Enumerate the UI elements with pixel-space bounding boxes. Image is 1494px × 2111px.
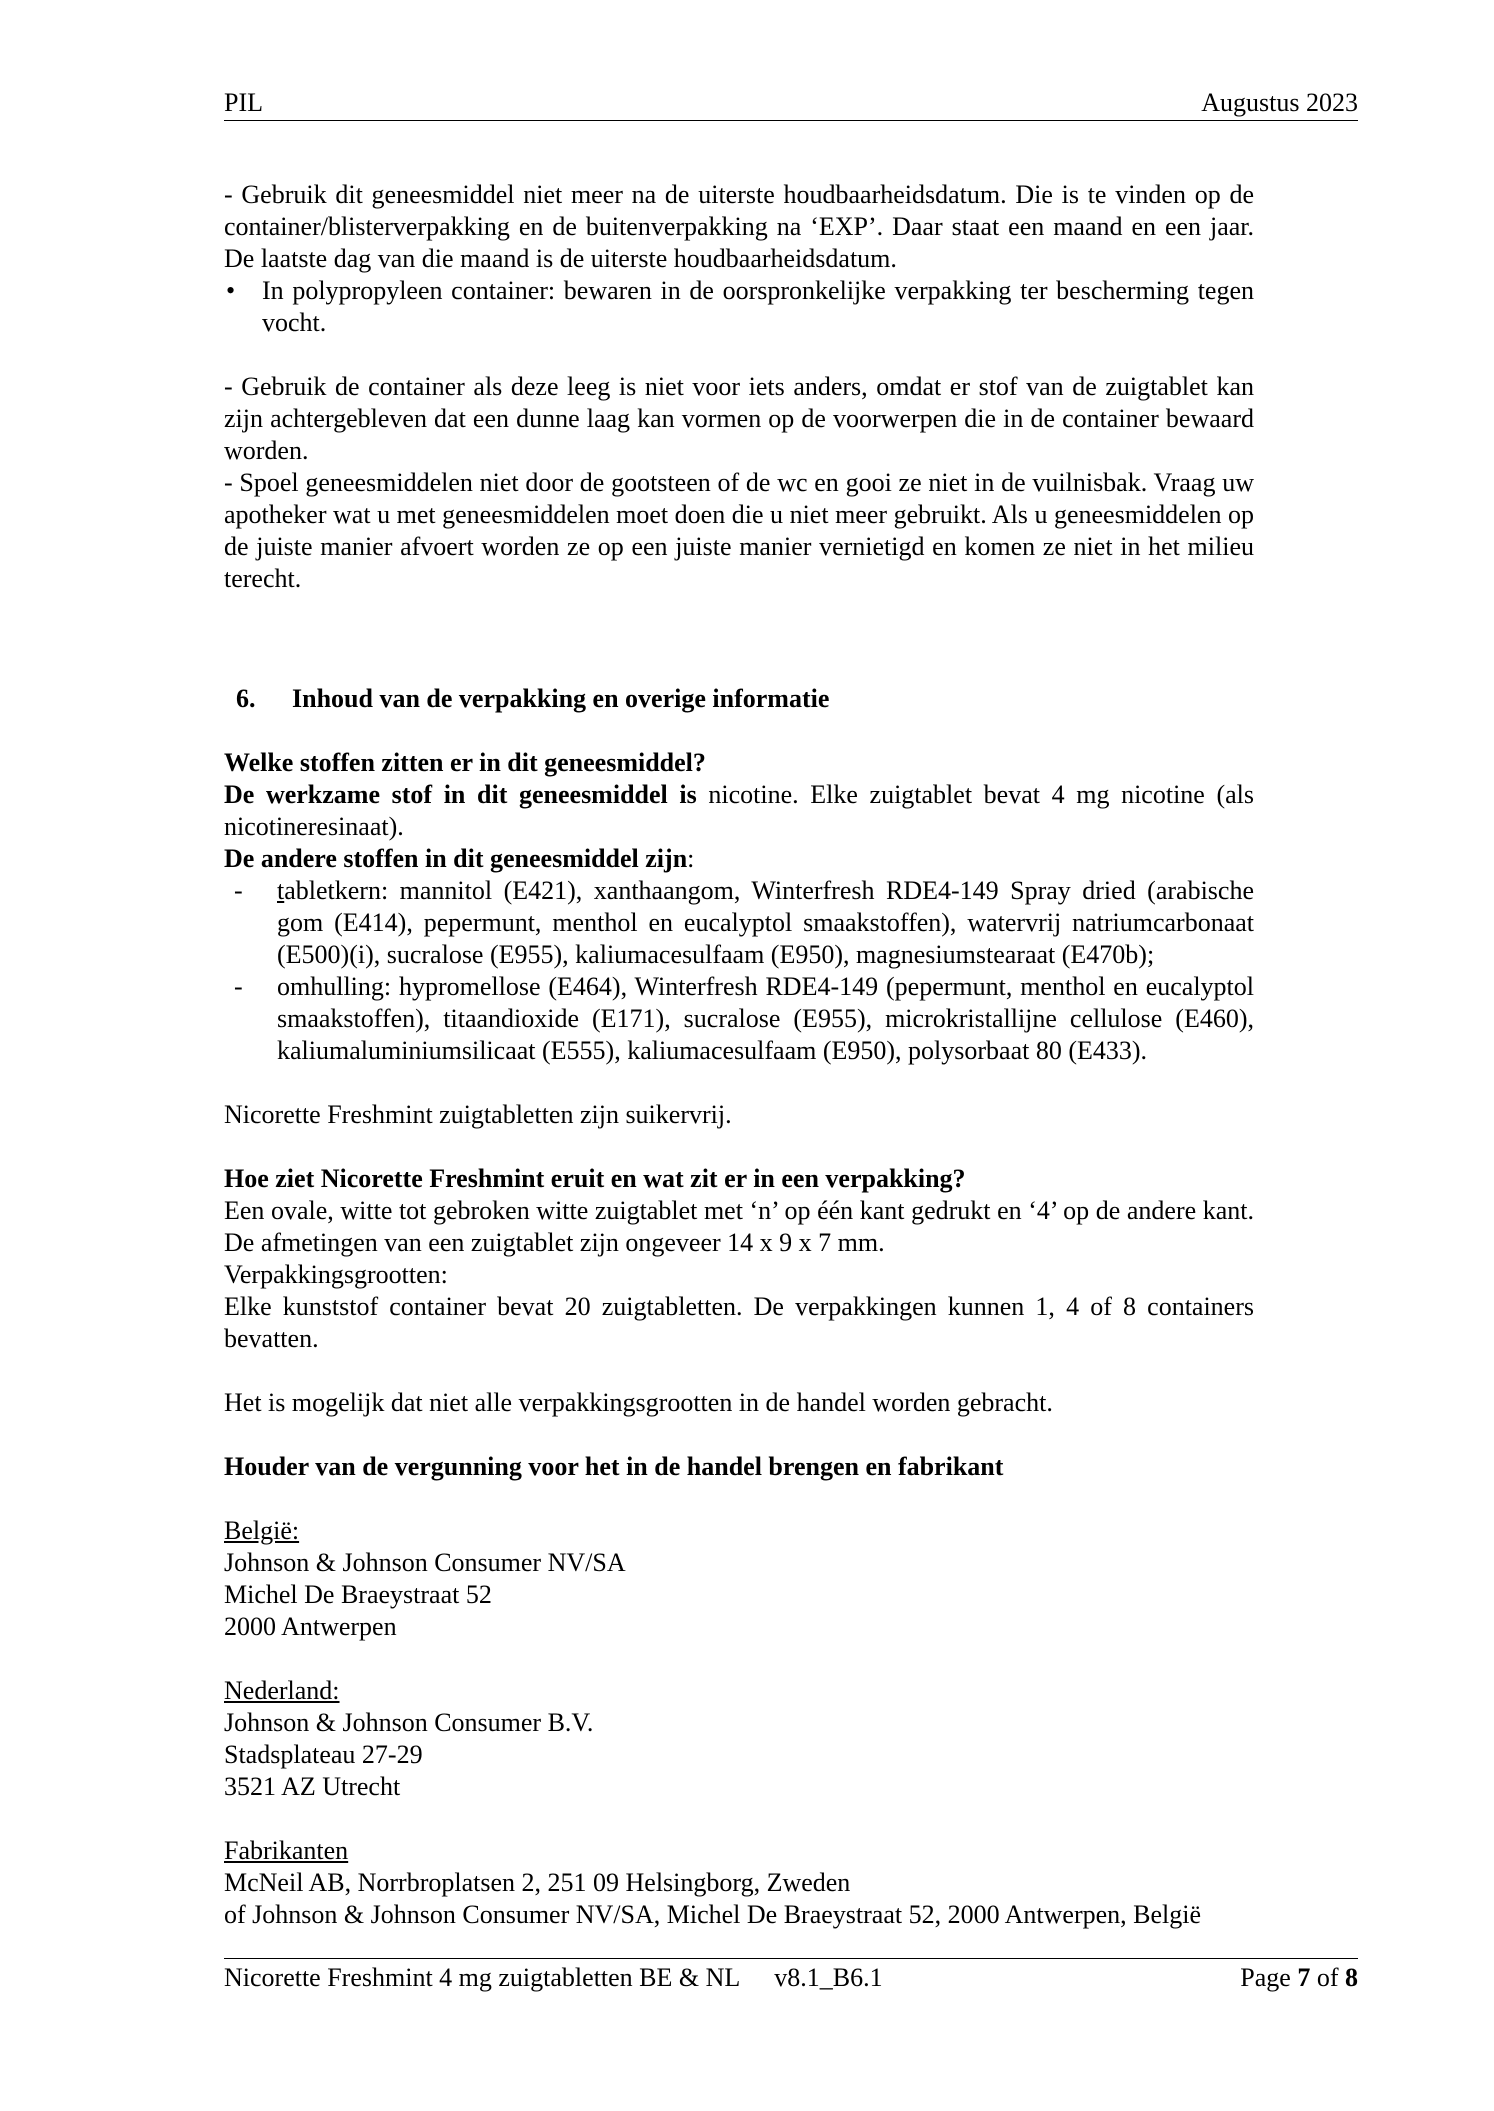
header-date: Augustus 2023 bbox=[1201, 88, 1358, 117]
manufacturer-1: McNeil AB, Norrbroplatsen 2, 251 09 Helsingborg, Zweden bbox=[224, 1868, 851, 1897]
storage-bullet-text: In polypropyleen container: bewaren in de oorspronkelijke verpakking ter bescherming tegen vocht. bbox=[262, 276, 1254, 337]
belgium-city: 2000 Antwerpen bbox=[224, 1612, 397, 1641]
header-doc-type: PIL bbox=[224, 88, 263, 117]
page-header bbox=[224, 88, 1358, 120]
appearance-question: Hoe ziet Nicorette Freshmint eruit en wat zit er in een verpakking? bbox=[224, 1164, 966, 1193]
active-substance-label: De werkzame stof in dit geneesmiddel is bbox=[224, 780, 697, 809]
pack-sizes-text: Elke kunststof container bevat 20 zuigtabletten. De verpakkingen kunnen 1, 4 of 8 containers bevatten. bbox=[224, 1292, 1254, 1353]
belgium-label: België: bbox=[224, 1516, 300, 1545]
header-divider bbox=[224, 120, 1358, 121]
disposal-paragraph: - Spoel geneesmiddelen niet door de gootsteen of de wc en gooi ze niet in de vuilnisbak. Vraag uw apotheker wat u met geneesmiddelen moet doen die u niet meer gebruikt. Als u geneesmiddelen op de juiste manier afvoert worden ze op een juiste manier vernietigd en komen ze niet in het milieu terecht. bbox=[224, 468, 1254, 593]
container-paragraph: - Gebruik de container als deze leeg is niet voor iets anders, omdat er stof van de zuigtablet kan zijn achtergebleven dat een dunne laag kan vormen op de voorwerpen die in de container bewaard worden. bbox=[224, 372, 1254, 465]
netherlands-label: Nederland: bbox=[224, 1676, 340, 1705]
pack-sizes-label: Verpakkingsgrootten: bbox=[224, 1260, 448, 1289]
dash-mark: - bbox=[234, 972, 243, 1001]
belgium-street: Michel De Braeystraat 52 bbox=[224, 1580, 492, 1609]
footer-product: Nicorette Freshmint 4 mg zuigtabletten BE & NL bbox=[224, 1963, 741, 1992]
ingredient-item-coating bbox=[224, 971, 1254, 1067]
section-number: 6. bbox=[236, 684, 256, 713]
section-6-heading bbox=[224, 683, 1254, 715]
netherlands-street: Stadsplateau 27-29 bbox=[224, 1740, 423, 1769]
page-footer bbox=[224, 1963, 1358, 1995]
ingredients-question: Welke stoffen zitten er in dit geneesmiddel? bbox=[224, 748, 706, 777]
belgium-company: Johnson & Johnson Consumer NV/SA bbox=[224, 1548, 626, 1577]
appearance-paragraph: Een ovale, witte tot gebroken witte zuigtablet met ‘n’ op één kant gedrukt en ‘4’ op de andere kant. De afmetingen van een zuigtablet zijn ongeveer 14 x 9 x 7 mm. bbox=[224, 1196, 1254, 1257]
section-title: Inhoud van de verpakking en overige informatie bbox=[292, 684, 830, 713]
holder-heading: Houder van de vergunning voor het in de handel brengen en fabrikant bbox=[224, 1452, 1004, 1481]
other-substances-heading: De andere stoffen in dit geneesmiddel zijn: bbox=[224, 844, 695, 873]
page-number: Page 7 of 8 bbox=[1240, 1963, 1358, 1992]
footer-version: v8.1_B6.1 bbox=[774, 1963, 883, 1992]
sugarfree-statement: Nicorette Freshmint zuigtabletten zijn suikervrij. bbox=[224, 1100, 732, 1129]
expiry-paragraph: - Gebruik dit geneesmiddel niet meer na de uiterste houdbaarheidsdatum. Die is te vinden op de container/blisterverpakking en de buitenverpakking na ‘EXP’. Daar staat een maand en een jaar. De laatste dag van die maand is de uiterste houdbaarheidsdatum. bbox=[224, 180, 1254, 273]
active-substance-paragraph bbox=[224, 779, 1254, 843]
pack-sizes-note: Het is mogelijk dat niet alle verpakkingsgrootten in de handel worden gebracht. bbox=[224, 1388, 1053, 1417]
ingredient-text: omhulling: hypromellose (E464), Winterfresh RDE4-149 (pepermunt, menthol en eucalyptol smaakstoffen), titaandioxide (E171), sucralose (E955), microkristallijne cellulose (E460), kaliumaluminiumsilicaat (E555), kaliumacesulfaam (E950), polysorbaat 80 (E433). bbox=[277, 972, 1254, 1065]
netherlands-company: Johnson & Johnson Consumer B.V. bbox=[224, 1708, 594, 1737]
storage-bullet bbox=[224, 275, 1254, 339]
other-substances-label: De andere stoffen in dit geneesmiddel zijn bbox=[224, 844, 688, 873]
netherlands-city: 3521 AZ Utrecht bbox=[224, 1772, 401, 1801]
bullet-mark: • bbox=[226, 276, 236, 305]
ingredient-text: tabletkern: mannitol (E421), xanthaangom, Winterfresh RDE4-149 Spray dried (arabische gom (E414), pepermunt, menthol en eucalyptol smaakstoffen), watervrij natriumcarbonaat (E500)(i), sucralose (E955), kaliumacesulfaam (E950), magnesiumstearaat (E470b); bbox=[277, 876, 1254, 969]
ingredient-item-core bbox=[224, 875, 1254, 971]
dash-mark: - bbox=[234, 876, 243, 905]
manufacturers-label: Fabrikanten bbox=[224, 1836, 349, 1865]
active-substance-text: nicotine. Elke zuigtablet bevat 4 mg nicotine (als nicotineresinaat). bbox=[224, 780, 1255, 841]
page-content bbox=[224, 179, 1254, 1931]
manufacturer-2: of Johnson & Johnson Consumer NV/SA, Michel De Braeystraat 52, 2000 Antwerpen, België bbox=[224, 1900, 1202, 1929]
footer-divider bbox=[224, 1958, 1358, 1959]
